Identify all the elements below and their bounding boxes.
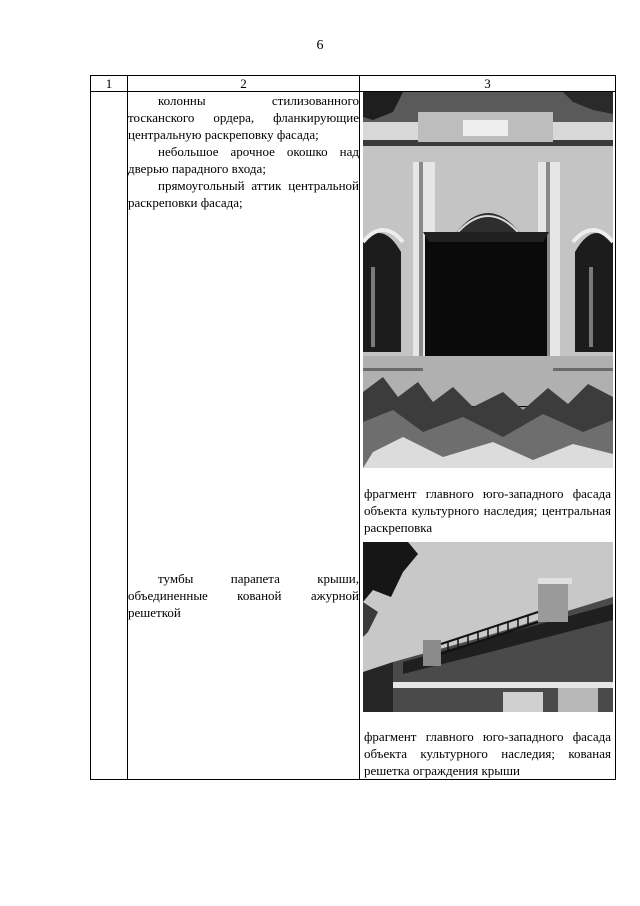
photo-caption: фрагмент главного юго-западного фасада объекта культурного наследия; центральная раскреповка bbox=[364, 486, 611, 535]
header-col-2: 2 bbox=[128, 76, 360, 92]
photo-entrance-facade bbox=[363, 92, 613, 468]
table-row bbox=[91, 92, 616, 780]
description-item: прямоугольный аттик центральной раскреповки фасада; bbox=[128, 178, 359, 210]
description-item: небольшое арочное окошко над дверью парадного входа; bbox=[128, 144, 359, 176]
photo-roof-railing bbox=[363, 542, 613, 712]
header-col-1: 1 bbox=[91, 76, 128, 92]
monument-features-table bbox=[90, 75, 616, 780]
row-number-cell bbox=[91, 92, 128, 780]
photo-caption: фрагмент главного юго-западного фасада объекта культурного наследия; кованая решетка ограждения крыши bbox=[364, 729, 611, 778]
header-col-3: 3 bbox=[360, 76, 616, 92]
description-item: тумбы парапета крыши, объединенные кованой ажурной решеткой bbox=[128, 571, 359, 620]
description-item: колонны стилизованного тосканского ордера, фланкирующие центральную раскреповку фасада; bbox=[128, 93, 359, 142]
description-cell bbox=[128, 92, 360, 780]
page-number: 6 bbox=[316, 38, 324, 53]
photo-cell bbox=[360, 92, 616, 780]
table-header-row bbox=[91, 76, 616, 92]
